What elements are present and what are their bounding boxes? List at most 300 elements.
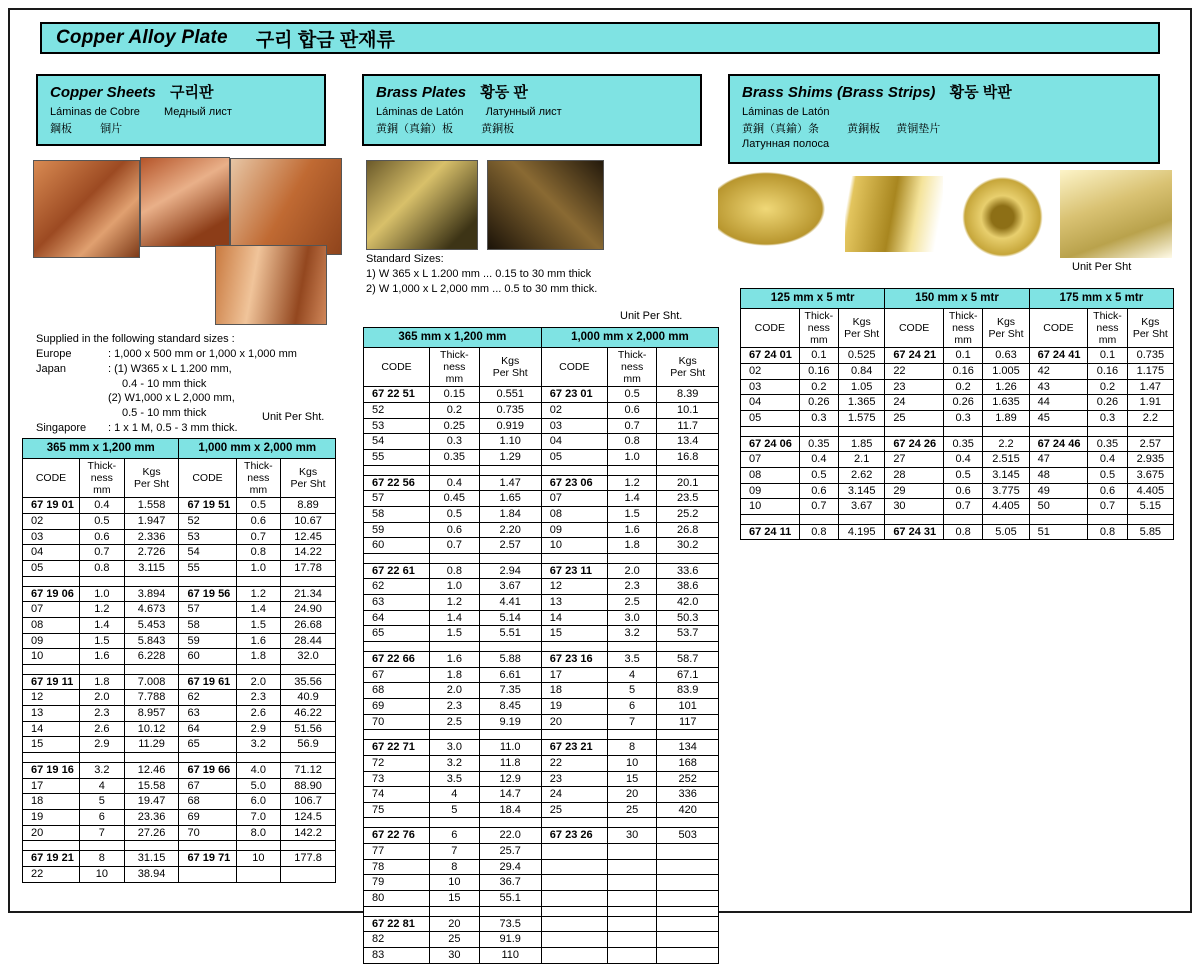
table-row — [364, 626, 719, 642]
table-cell: 07 — [541, 491, 607, 507]
table-cell: 58 — [179, 617, 236, 633]
brass-shims-table — [740, 288, 1174, 540]
table-cell: 0.26 — [943, 395, 982, 411]
table-cell: 67 19 61 — [179, 674, 236, 690]
table-cell — [657, 875, 719, 891]
table-cell: 4 — [80, 778, 125, 794]
size-header: 1,000 mm x 2,000 mm — [179, 439, 336, 459]
copper-sheet-photo-1 — [33, 160, 140, 258]
table-cell: 25 — [541, 802, 607, 818]
table-cell: 67 19 71 — [179, 851, 236, 867]
table-cell: 2.57 — [1127, 436, 1173, 452]
table-cell: 52 — [179, 514, 236, 530]
table-cell: 177.8 — [281, 851, 336, 867]
table-cell: 27 — [885, 452, 944, 468]
table-cell: 08 — [541, 506, 607, 522]
brass-plates-table — [363, 327, 719, 964]
group-spacer — [23, 841, 336, 851]
table-cell: 67 19 11 — [23, 674, 80, 690]
table-row — [23, 825, 336, 841]
table-cell: 1.47 — [1127, 379, 1173, 395]
table-row — [23, 778, 336, 794]
table-row — [741, 379, 1174, 395]
brass-std-line-0: 1) W 365 x L 1.200 mm ... 0.15 to 30 mm thick — [366, 267, 592, 280]
column-header: Kgs Per Sht — [839, 309, 885, 348]
table-cell: 1.85 — [839, 436, 885, 452]
table-cell: 0.16 — [943, 364, 982, 380]
table-cell: 20 — [430, 916, 480, 932]
table-cell: 0.1 — [1088, 348, 1127, 364]
table-cell: 1.365 — [839, 395, 885, 411]
column-header: CODE — [23, 459, 80, 498]
table-cell: 0.45 — [430, 491, 480, 507]
brass-plate-photo-1 — [366, 160, 478, 250]
table-cell: 91.9 — [479, 932, 541, 948]
table-cell: 67 23 16 — [541, 652, 607, 668]
copper-note-value-5: : 1 x 1 M, 0.5 - 3 mm thick. — [108, 422, 238, 435]
table-cell — [657, 890, 719, 906]
table-cell: 30 — [885, 499, 944, 515]
table-cell: 1.8 — [430, 667, 480, 683]
table-cell: 0.5 — [607, 387, 657, 403]
copper-sheet-photo-3 — [230, 158, 342, 255]
table-cell: 2.5 — [430, 714, 480, 730]
table-cell: 0.6 — [236, 514, 281, 530]
table-cell: 26.8 — [657, 522, 719, 538]
table-cell: 83 — [364, 947, 430, 963]
table-cell: 67 22 76 — [364, 828, 430, 844]
table-cell — [607, 844, 657, 860]
table-cell: 53.7 — [657, 626, 719, 642]
table-cell: 4.0 — [236, 763, 281, 779]
table-cell: 8.0 — [236, 825, 281, 841]
table-cell: 124.5 — [281, 809, 336, 825]
table-cell: 04 — [741, 395, 800, 411]
table-cell — [179, 866, 236, 882]
table-row — [741, 436, 1174, 452]
table-cell: 4.405 — [1127, 483, 1173, 499]
table-cell: 2.62 — [839, 467, 885, 483]
table-cell: 2.3 — [80, 706, 125, 722]
table-cell: 67 19 06 — [23, 586, 80, 602]
table-cell: 3.67 — [479, 579, 541, 595]
table-cell: 02 — [541, 403, 607, 419]
table-cell: 10 — [236, 851, 281, 867]
table-cell: 0.7 — [236, 529, 281, 545]
table-cell: 67 24 26 — [885, 436, 944, 452]
table-cell: 6.228 — [124, 649, 179, 665]
table-cell — [541, 875, 607, 891]
table-cell: 55.1 — [479, 890, 541, 906]
table-row — [364, 652, 719, 668]
column-header: CODE — [741, 309, 800, 348]
table-cell: 3.0 — [607, 610, 657, 626]
table-cell: 70 — [364, 714, 430, 730]
table-cell: 64 — [179, 721, 236, 737]
table-row — [364, 522, 719, 538]
copper-note-label-3 — [36, 391, 108, 406]
table-cell: 62 — [179, 690, 236, 706]
column-header: Thick- ness mm — [607, 348, 657, 387]
copper-sheet-photo-4 — [215, 245, 327, 325]
column-header: Kgs Per Sht — [983, 309, 1029, 348]
table-cell: 17 — [23, 778, 80, 794]
copper-note-label-2 — [36, 377, 108, 392]
table-cell: 23.36 — [124, 809, 179, 825]
table-cell: 31.15 — [124, 851, 179, 867]
column-header: Kgs Per Sht — [281, 459, 336, 498]
table-cell: 67 24 46 — [1029, 436, 1088, 452]
table-cell: 13 — [23, 706, 80, 722]
table-cell: 0.3 — [1088, 410, 1127, 426]
table-cell: 18 — [541, 683, 607, 699]
table-cell: 0.5 — [799, 467, 838, 483]
table-cell: 40.9 — [281, 690, 336, 706]
table-cell: 57 — [179, 602, 236, 618]
table-cell: 1.26 — [983, 379, 1029, 395]
table-cell: 0.7 — [607, 418, 657, 434]
size-header: 365 mm x 1,200 mm — [364, 328, 542, 348]
table-cell: 63 — [179, 706, 236, 722]
table-row — [741, 395, 1174, 411]
table-cell: 15 — [23, 737, 80, 753]
table-cell: 20.1 — [657, 475, 719, 491]
table-cell: 2.3 — [236, 690, 281, 706]
table-cell: 67 19 16 — [23, 763, 80, 779]
table-cell: 2.94 — [479, 563, 541, 579]
table-cell: 0.4 — [80, 498, 125, 514]
table-cell: 58.7 — [657, 652, 719, 668]
table-cell: 67 19 56 — [179, 586, 236, 602]
table-cell: 5 — [430, 802, 480, 818]
table-cell: 08 — [23, 617, 80, 633]
table-cell: 44 — [1029, 395, 1088, 411]
table-cell — [541, 859, 607, 875]
table-cell: 69 — [364, 698, 430, 714]
table-cell: 5 — [607, 683, 657, 699]
brass-shims-zh2: 黄铜垫片 — [896, 123, 941, 135]
table-cell: 14 — [541, 610, 607, 626]
column-header: Thick- ness mm — [1088, 309, 1127, 348]
table-cell — [657, 932, 719, 948]
table-cell — [541, 932, 607, 948]
table-cell: 67 24 06 — [741, 436, 800, 452]
table-cell: 17 — [541, 667, 607, 683]
table-cell: 0.5 — [236, 498, 281, 514]
table-cell: 1.4 — [236, 602, 281, 618]
table-cell: 2.0 — [607, 563, 657, 579]
table-cell: 67 22 66 — [364, 652, 430, 668]
table-cell: 12.9 — [479, 771, 541, 787]
table-row — [364, 683, 719, 699]
table-cell: 10.12 — [124, 721, 179, 737]
table-cell: 5.05 — [983, 524, 1029, 540]
table-cell: 67 24 31 — [885, 524, 944, 540]
table-cell: 60 — [179, 649, 236, 665]
table-cell: 0.15 — [430, 387, 480, 403]
brass-plates-title-kr: 황동 판 — [480, 84, 528, 101]
table-cell: 0.5 — [80, 514, 125, 530]
table-cell: 2.3 — [430, 698, 480, 714]
table-row — [364, 802, 719, 818]
table-cell: 27.26 — [124, 825, 179, 841]
table-cell: 1.05 — [839, 379, 885, 395]
table-cell: 1.2 — [236, 586, 281, 602]
table-cell: 6.61 — [479, 667, 541, 683]
table-cell: 0.26 — [1088, 395, 1127, 411]
table-cell: 67 — [179, 778, 236, 794]
table-cell: 0.63 — [983, 348, 1029, 364]
table-cell: 24.90 — [281, 602, 336, 618]
table-cell — [607, 859, 657, 875]
table-cell: 1.47 — [479, 475, 541, 491]
table-row — [364, 579, 719, 595]
table-cell: 38.6 — [657, 579, 719, 595]
table-row — [364, 890, 719, 906]
brass-shims-zh1: 黄銅板 — [847, 123, 881, 135]
column-header: Kgs Per Sht — [1127, 309, 1173, 348]
group-spacer — [364, 906, 719, 916]
table-cell: 09 — [541, 522, 607, 538]
table-cell: 23.5 — [657, 491, 719, 507]
table-cell: 1.8 — [80, 674, 125, 690]
brass-shims-unit-label: Unit Per Sht — [1072, 261, 1132, 273]
table-row — [364, 859, 719, 875]
table-cell: 4.405 — [983, 499, 1029, 515]
table-cell: 2.9 — [236, 721, 281, 737]
table-cell: 03 — [23, 529, 80, 545]
table-cell: 10 — [607, 755, 657, 771]
group-spacer — [364, 818, 719, 828]
table-cell: 7.008 — [124, 674, 179, 690]
table-cell: 67 24 41 — [1029, 348, 1088, 364]
table-cell: 0.16 — [1088, 364, 1127, 380]
table-cell: 1.8 — [236, 649, 281, 665]
table-cell: 25 — [430, 932, 480, 948]
table-cell: 1.6 — [607, 522, 657, 538]
brass-plates-zh: 黄銅板 — [481, 123, 515, 135]
table-cell: 11.7 — [657, 418, 719, 434]
table-cell: 1.2 — [607, 475, 657, 491]
table-cell: 22 — [23, 866, 80, 882]
column-header: Thick- ness mm — [799, 309, 838, 348]
table-cell: 32.0 — [281, 649, 336, 665]
table-cell: 67 22 51 — [364, 387, 430, 403]
table-cell: 05 — [741, 410, 800, 426]
table-cell: 2.0 — [430, 683, 480, 699]
table-row — [23, 721, 336, 737]
table-cell — [541, 890, 607, 906]
table-row — [364, 434, 719, 450]
table-row — [364, 595, 719, 611]
size-header: 125 mm x 5 mtr — [741, 289, 885, 309]
table-cell: 10.67 — [281, 514, 336, 530]
table-cell: 8.957 — [124, 706, 179, 722]
table-cell: 0.8 — [607, 434, 657, 450]
size-header: 365 mm x 1,200 mm — [23, 439, 179, 459]
table-cell: 20 — [23, 825, 80, 841]
table-cell: 11.8 — [479, 755, 541, 771]
table-cell: 5.843 — [124, 633, 179, 649]
table-cell: 67 23 26 — [541, 828, 607, 844]
table-cell: 2.5 — [607, 595, 657, 611]
table-cell: 25.7 — [479, 844, 541, 860]
copper-note-value-3: (2) W1,000 x L 2,000 mm, — [108, 392, 235, 405]
table-cell: 2.1 — [839, 452, 885, 468]
page-title-en: Copper Alloy Plate — [56, 27, 228, 48]
table-cell — [607, 890, 657, 906]
table-cell: 0.7 — [943, 499, 982, 515]
table-cell: 8.89 — [281, 498, 336, 514]
copper-note-title: Supplied in the following standard sizes : — [36, 333, 235, 345]
section-header-brass-plates — [362, 74, 702, 146]
table-cell: 0.6 — [943, 483, 982, 499]
table-row — [364, 740, 719, 756]
table-cell: 19 — [541, 698, 607, 714]
table-cell: 59 — [179, 633, 236, 649]
table-row — [23, 866, 336, 882]
table-cell: 0.35 — [799, 436, 838, 452]
table-cell: 5 — [80, 794, 125, 810]
copper-sheets-unit-label: Unit Per Sht. — [262, 411, 325, 423]
brass-shims-es: Láminas de Latón — [742, 106, 830, 118]
table-cell: 1.89 — [983, 410, 1029, 426]
table-cell: 142.2 — [281, 825, 336, 841]
table-cell: 0.7 — [430, 538, 480, 554]
brass-shim-photo-3 — [955, 176, 1050, 258]
table-cell: 48 — [1029, 467, 1088, 483]
table-cell: 0.8 — [799, 524, 838, 540]
table-cell — [657, 947, 719, 963]
table-cell: 28 — [885, 467, 944, 483]
group-spacer — [364, 553, 719, 563]
table-cell: 24 — [541, 787, 607, 803]
column-header: Thick- ness mm — [943, 309, 982, 348]
table-cell: 110 — [479, 947, 541, 963]
table-cell: 5.0 — [236, 778, 281, 794]
table-cell — [607, 932, 657, 948]
table-row — [23, 514, 336, 530]
table-cell: 3.115 — [124, 560, 179, 576]
table-cell: 23 — [885, 379, 944, 395]
table-cell: 82 — [364, 932, 430, 948]
page-title-banner — [40, 22, 1160, 54]
table-cell: 2.6 — [80, 721, 125, 737]
table-cell: 55 — [364, 449, 430, 465]
brass-std-line-1: 2) W 1,000 x L 2,000 mm ... 0.5 to 30 mm thick. — [366, 282, 598, 295]
table-cell: 80 — [364, 890, 430, 906]
table-cell: 8 — [607, 740, 657, 756]
table-row — [23, 763, 336, 779]
table-cell: 9.19 — [479, 714, 541, 730]
column-header: CODE — [1029, 309, 1088, 348]
table-cell: 03 — [741, 379, 800, 395]
table-cell: 6 — [80, 809, 125, 825]
table-cell: 11.29 — [124, 737, 179, 753]
table-cell: 22.0 — [479, 828, 541, 844]
table-cell: 67 23 21 — [541, 740, 607, 756]
table-cell: 05 — [23, 560, 80, 576]
column-header: Thick- ness mm — [80, 459, 125, 498]
table-cell: 55 — [179, 560, 236, 576]
brass-plates-es: Láminas de Latón — [376, 106, 464, 118]
table-cell — [281, 866, 336, 882]
table-cell: 07 — [23, 602, 80, 618]
table-cell: 56.9 — [281, 737, 336, 753]
table-cell: 252 — [657, 771, 719, 787]
table-cell: 0.8 — [430, 563, 480, 579]
table-cell: 53 — [364, 418, 430, 434]
table-cell: 0.735 — [1127, 348, 1173, 364]
column-header: CODE — [179, 459, 236, 498]
copper-note-label-1: Japan — [36, 362, 66, 375]
table-cell: 1.84 — [479, 506, 541, 522]
table-cell: 1.2 — [430, 595, 480, 611]
table-cell: 0.26 — [799, 395, 838, 411]
table-cell: 3.145 — [983, 467, 1029, 483]
table-cell: 3.2 — [80, 763, 125, 779]
table-cell: 5.88 — [479, 652, 541, 668]
group-spacer — [23, 664, 336, 674]
table-cell: 0.16 — [799, 364, 838, 380]
brass-shim-photo-1 — [718, 172, 838, 254]
table-cell: 1.0 — [607, 449, 657, 465]
table-cell: 1.29 — [479, 449, 541, 465]
table-cell: 2.515 — [983, 452, 1029, 468]
brass-shims-ja: 黄銅（真鍮）条 — [742, 123, 819, 135]
table-cell: 1.2 — [80, 602, 125, 618]
table-cell: 57 — [364, 491, 430, 507]
table-cell — [607, 916, 657, 932]
table-cell: 12.46 — [124, 763, 179, 779]
table-row — [364, 932, 719, 948]
table-cell: 0.1 — [799, 348, 838, 364]
table-row — [364, 947, 719, 963]
table-row — [364, 491, 719, 507]
table-row — [23, 674, 336, 690]
table-cell: 0.7 — [799, 499, 838, 515]
table-cell — [541, 844, 607, 860]
table-cell: 8 — [430, 859, 480, 875]
copper-sheets-table — [22, 438, 336, 883]
column-header: Kgs Per Sht — [657, 348, 719, 387]
table-cell: 67 19 51 — [179, 498, 236, 514]
table-row — [364, 449, 719, 465]
table-cell — [657, 916, 719, 932]
table-cell: 3.145 — [839, 483, 885, 499]
table-cell: 63 — [364, 595, 430, 611]
table-cell: 3.67 — [839, 499, 885, 515]
table-cell: 2.57 — [479, 538, 541, 554]
table-cell: 2.935 — [1127, 452, 1173, 468]
table-row — [23, 633, 336, 649]
table-cell: 0.8 — [1088, 524, 1127, 540]
table-cell: 52 — [364, 403, 430, 419]
table-cell: 1.947 — [124, 514, 179, 530]
table-cell: 1.91 — [1127, 395, 1173, 411]
table-row — [364, 538, 719, 554]
table-cell: 1.5 — [80, 633, 125, 649]
copper-sheets-es: Láminas de Cobre — [50, 106, 140, 118]
table-cell: 19 — [23, 809, 80, 825]
section-header-copper-sheets — [36, 74, 326, 146]
table-row — [364, 828, 719, 844]
table-row — [23, 498, 336, 514]
table-cell: 15 — [430, 890, 480, 906]
table-row — [23, 794, 336, 810]
table-row — [741, 499, 1174, 515]
table-cell: 67 22 61 — [364, 563, 430, 579]
